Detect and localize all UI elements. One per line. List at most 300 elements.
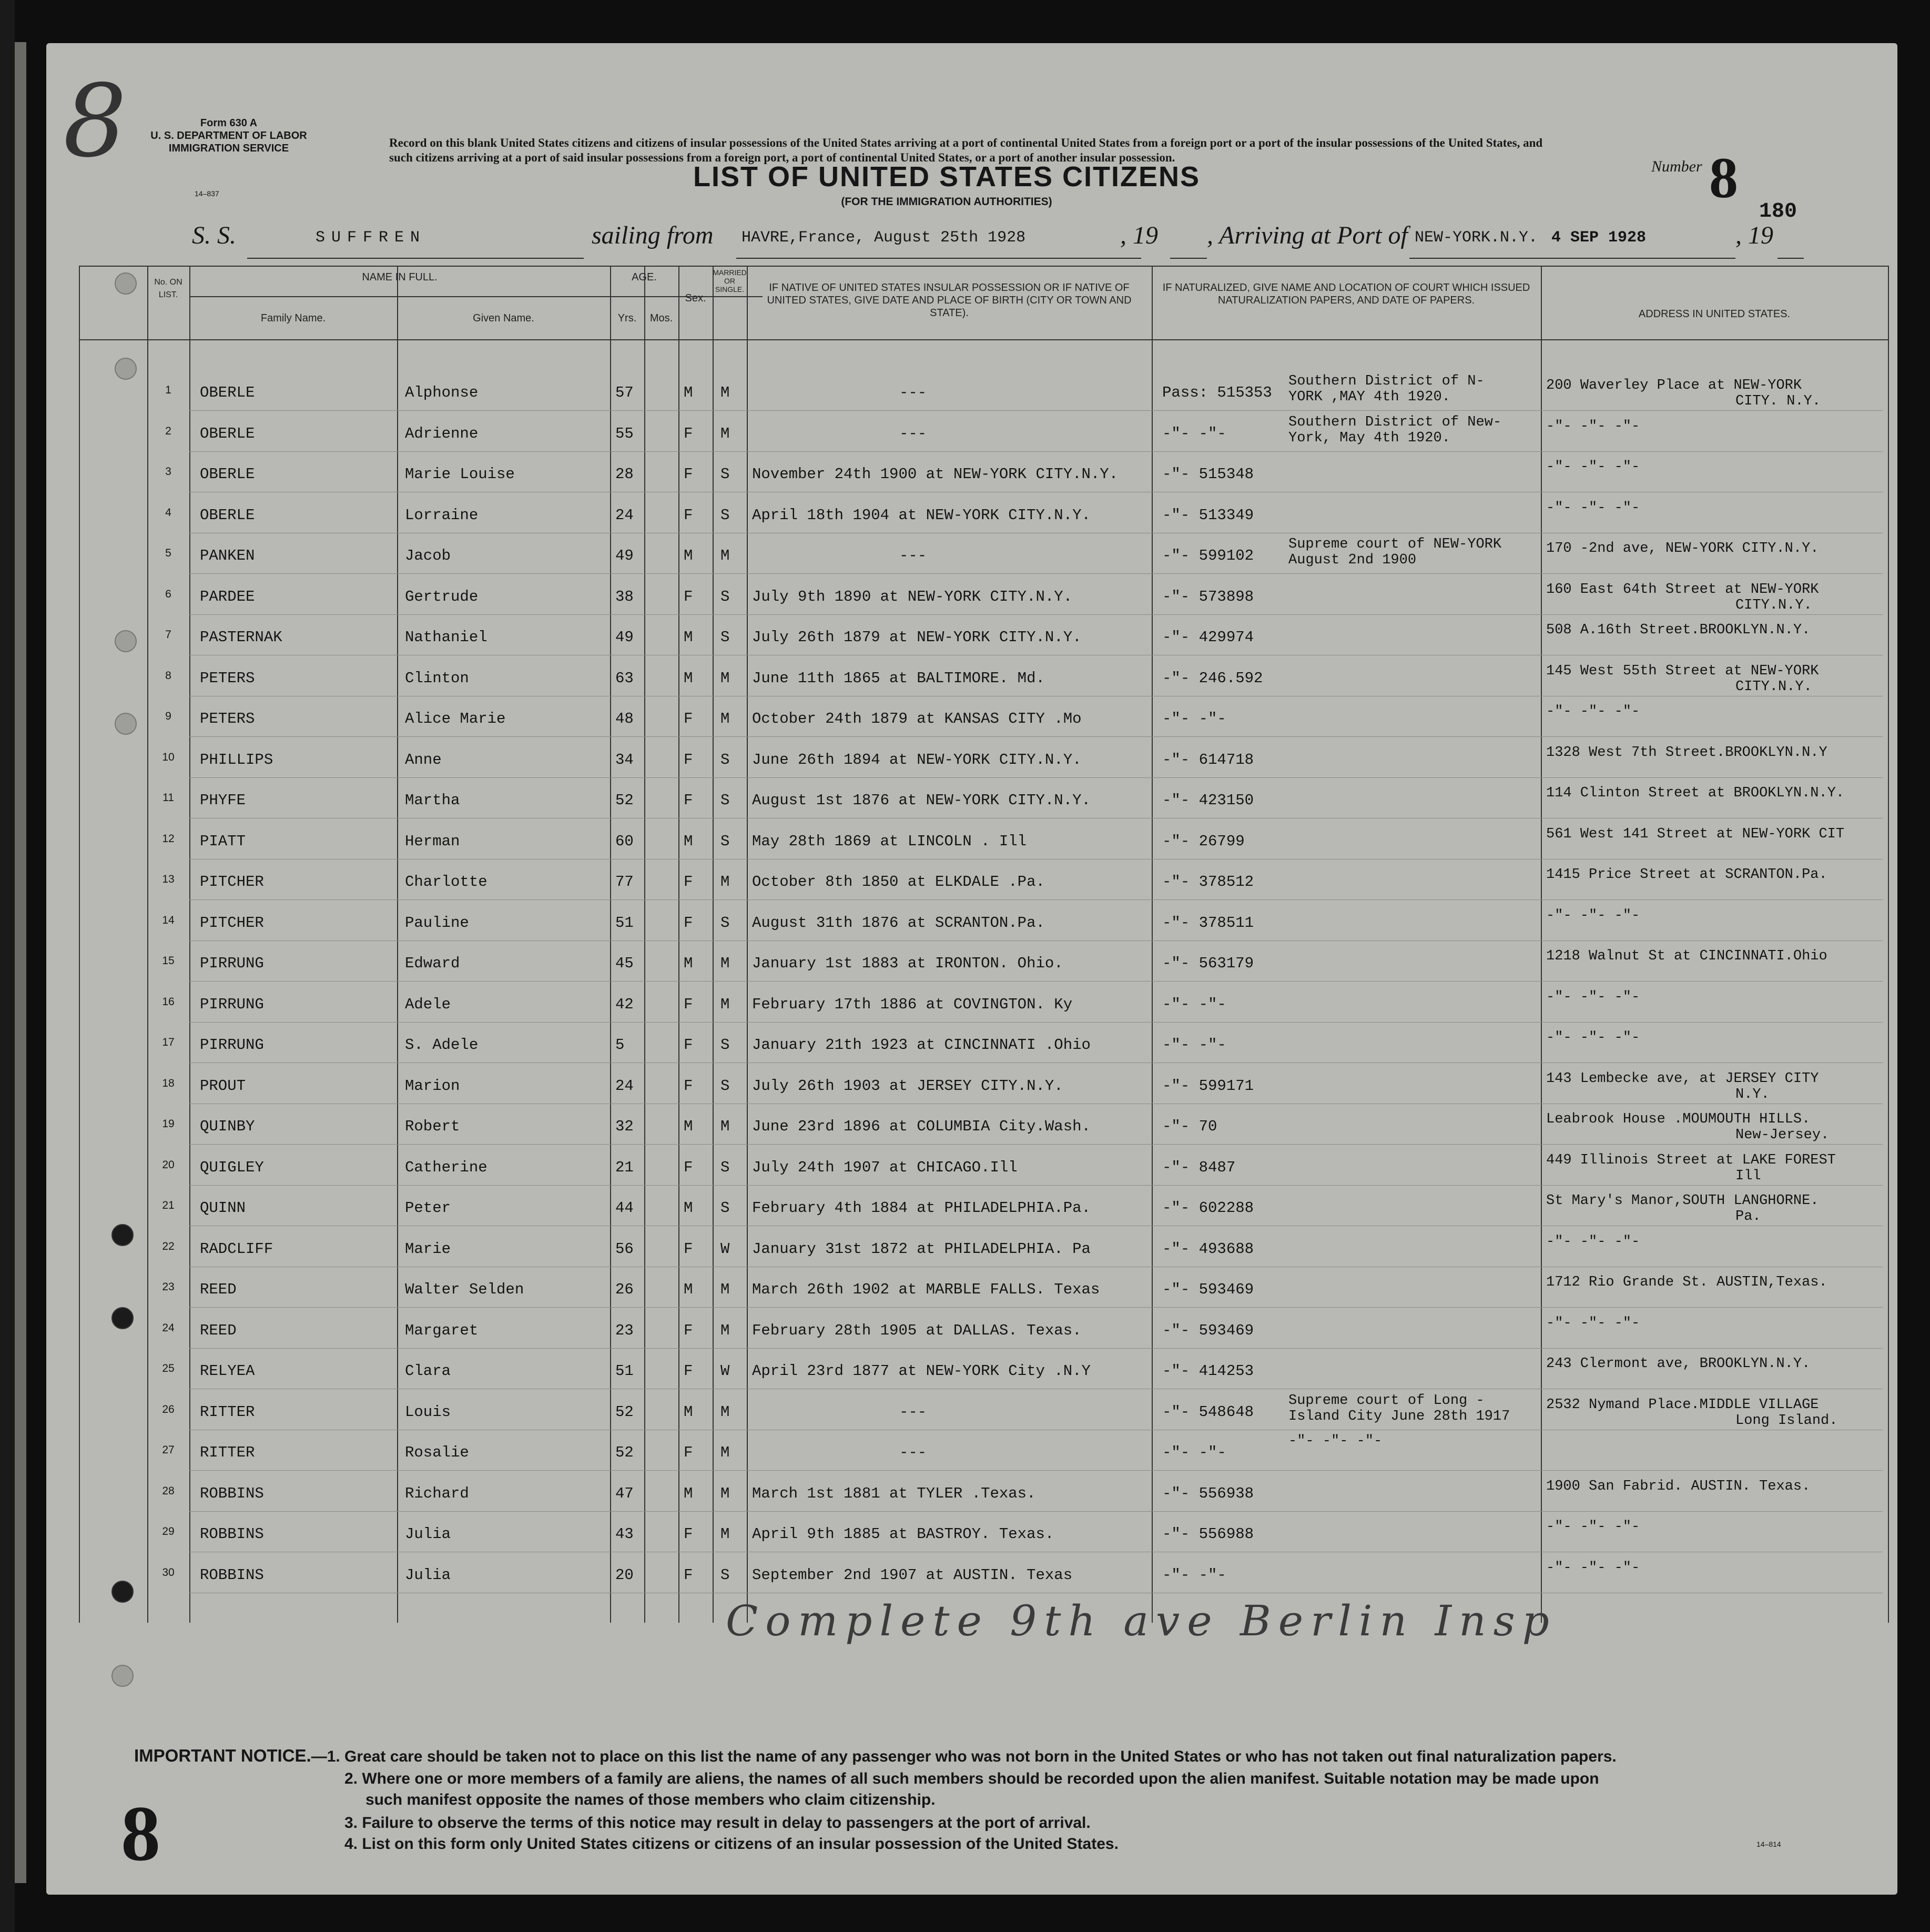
col-line xyxy=(713,266,714,1623)
address-line-2: CITY.N.Y. xyxy=(1735,679,1812,695)
family-name: PANKEN xyxy=(200,547,255,564)
age-years: 23 xyxy=(615,1321,634,1339)
naturalization-pass: -"- 26799 xyxy=(1162,832,1245,850)
sex: M xyxy=(684,1199,693,1217)
family-name: PETERS xyxy=(200,710,255,727)
birth-info: September 2nd 1907 at AUSTIN. Texas xyxy=(752,1566,1073,1584)
address: -"- -"- -"- xyxy=(1546,1030,1640,1046)
col-line xyxy=(397,266,398,1623)
row-rule xyxy=(189,1470,1883,1471)
family-name: PROUT xyxy=(200,1077,246,1095)
marital-status: M xyxy=(720,384,730,401)
age-years: 56 xyxy=(615,1240,634,1258)
instructions: Record on this blank United States citizens and citizens of insular possessions of the United States arriving at a port of continental United States from a foreign port or a port of the insular possessions of the United States, and such citizens arriving at a port of said insular possessions from a foreign port, a port of continental United States, or a port of another insular possession. xyxy=(389,136,1543,164)
table-top-line xyxy=(79,266,1888,267)
row-number: 3 xyxy=(165,466,171,478)
arriving-label: , Arriving at Port of xyxy=(1207,221,1408,249)
address: 114 Clinton Street at BROOKLYN.N.Y. xyxy=(1546,785,1845,801)
sex: M xyxy=(684,1118,693,1135)
given-name: Adrienne xyxy=(405,424,479,442)
birth-info: June 11th 1865 at BALTIMORE. Md. xyxy=(752,669,1045,687)
row-rule xyxy=(189,1511,1883,1512)
address-line-2: Ill xyxy=(1735,1168,1761,1184)
naturalization-pass: -"- 573898 xyxy=(1162,588,1254,605)
family-name: OBERLE xyxy=(200,384,255,401)
department: U. S. DEPARTMENT OF LABOR xyxy=(150,130,307,141)
sex: F xyxy=(684,424,693,442)
row-number: 9 xyxy=(165,710,171,722)
row-number: 13 xyxy=(162,873,175,885)
family-name: PASTERNAK xyxy=(200,629,282,646)
footer-number: 8 xyxy=(121,1790,160,1877)
family-name: RELYEA xyxy=(200,1362,255,1380)
sex: F xyxy=(684,1240,693,1258)
family-name: OBERLE xyxy=(200,506,255,524)
form-small-code: 14–837 xyxy=(195,189,219,198)
family-name: PHILLIPS xyxy=(200,751,273,768)
marital-status: S xyxy=(720,466,730,483)
court-name: Southern District of New- xyxy=(1288,414,1502,430)
address: 1712 Rio Grande St. AUSTIN,Texas. xyxy=(1546,1274,1827,1290)
marital-status: M xyxy=(720,547,730,564)
address: 1328 West 7th Street.BROOKLYN.N.Y xyxy=(1546,744,1827,761)
col-family-name: Family Name. xyxy=(260,312,326,324)
ship-name: SUFFREN xyxy=(316,229,426,247)
marital-status: M xyxy=(720,1118,730,1135)
birth-info: February 4th 1884 at PHILADELPHIA.Pa. xyxy=(752,1199,1091,1217)
family-name: PIRRUNG xyxy=(200,955,264,972)
age-years: 43 xyxy=(615,1525,634,1543)
family-name: QUINBY xyxy=(200,1118,255,1135)
row-number: 30 xyxy=(162,1566,175,1579)
sex: M xyxy=(684,669,693,687)
family-name: PITCHER xyxy=(200,914,264,932)
naturalization-pass: -"- 246.592 xyxy=(1162,669,1263,687)
birth-info: March 1st 1881 at TYLER .Texas. xyxy=(752,1484,1036,1502)
sex: F xyxy=(684,873,693,891)
naturalization-pass: -"- 513349 xyxy=(1162,506,1254,524)
col-given-name: Given Name. xyxy=(473,312,534,324)
row-rule xyxy=(189,981,1883,982)
age-years: 57 xyxy=(615,384,634,401)
family-name: QUIGLEY xyxy=(200,1158,264,1176)
given-name: Martha xyxy=(405,792,460,809)
sex: M xyxy=(684,384,693,401)
arriving-line xyxy=(1409,258,1735,259)
handwritten-note: Complete 9th ave Berlin Insp xyxy=(726,1596,1557,1645)
punch-hole xyxy=(111,1665,134,1687)
col-line xyxy=(747,266,748,1623)
row-number: 20 xyxy=(162,1158,175,1171)
marital-status: S xyxy=(720,1158,730,1176)
marital-status: S xyxy=(720,1077,730,1095)
birth-info: June 23rd 1896 at COLUMBIA City.Wash. xyxy=(752,1118,1091,1135)
row-number: 16 xyxy=(162,995,175,1008)
given-name: Jacob xyxy=(405,547,451,564)
sex: F xyxy=(684,1321,693,1339)
age-years: 34 xyxy=(615,751,634,768)
given-name: Nathaniel xyxy=(405,629,487,646)
age-years: 52 xyxy=(615,792,634,809)
marital-status: S xyxy=(720,914,730,932)
row-number: 11 xyxy=(162,792,174,804)
col-line xyxy=(147,266,148,1623)
notice-line-4: 4. List on this form only United States citizens or citizens of an insular possession of the United States. xyxy=(344,1835,1119,1853)
sex: F xyxy=(684,588,693,605)
naturalization-pass: -"- 493688 xyxy=(1162,1240,1254,1258)
address: -"- -"- -"- xyxy=(1546,418,1640,434)
given-name: Marie xyxy=(405,1240,451,1258)
family-name: PHYFE xyxy=(200,792,246,809)
family-name: QUINN xyxy=(200,1199,246,1217)
address: -"- -"- -"- xyxy=(1546,500,1640,516)
marital-status: M xyxy=(720,424,730,442)
number-value: 8 xyxy=(1709,146,1738,210)
row-number: 4 xyxy=(165,506,171,519)
address-line-2: Pa. xyxy=(1735,1209,1761,1225)
given-name: Pauline xyxy=(405,914,469,932)
age-years: 24 xyxy=(615,1077,634,1095)
col-line xyxy=(644,266,645,1623)
naturalization-pass: -"- 378512 xyxy=(1162,873,1254,891)
sex: F xyxy=(684,506,693,524)
sex: F xyxy=(684,792,693,809)
birth-info: February 28th 1905 at DALLAS. Texas. xyxy=(752,1321,1082,1339)
ss-label: S. S. xyxy=(192,221,236,249)
row-number: 29 xyxy=(162,1525,175,1537)
arriving-port: NEW-YORK.N.Y. xyxy=(1415,229,1538,247)
birth-info: July 26th 1879 at NEW-YORK CITY.N.Y. xyxy=(752,629,1082,646)
family-name: PIRRUNG xyxy=(200,995,264,1013)
birth-info: --- xyxy=(899,384,927,401)
naturalization-pass: -"- 593469 xyxy=(1162,1281,1254,1298)
age-years: 49 xyxy=(615,629,634,646)
address: 508 A.16th Street.BROOKLYN.N.Y. xyxy=(1546,622,1811,638)
marital-status: M xyxy=(720,669,730,687)
given-name: Clinton xyxy=(405,669,469,687)
sex: F xyxy=(684,466,693,483)
given-name: Julia xyxy=(405,1566,451,1584)
address: St Mary's Manor,SOUTH LANGHORNE. xyxy=(1546,1193,1819,1209)
sex: M xyxy=(684,1281,693,1298)
row-number: 7 xyxy=(165,629,171,641)
col-married-single: MARRIED OR SINGLE. xyxy=(713,268,747,294)
row-rule xyxy=(189,1022,1883,1023)
marital-status: M xyxy=(720,955,730,972)
address: Leabrook House .MOUMOUTH HILLS. xyxy=(1546,1111,1811,1127)
col-mos: Mos. xyxy=(649,312,673,324)
row-rule xyxy=(189,410,1883,411)
birth-info: --- xyxy=(899,1444,927,1461)
court-date: YORK ,MAY 4th 1920. xyxy=(1288,389,1450,405)
row-number: 27 xyxy=(162,1444,175,1456)
address: 1218 Walnut St at CINCINNATI.Ohio xyxy=(1546,948,1827,964)
court-name: -"- -"- -"- xyxy=(1288,1433,1383,1449)
birth-info: August 31th 1876 at SCRANTON.Pa. xyxy=(752,914,1045,932)
form-identifier xyxy=(137,117,321,155)
birth-info: January 21th 1923 at CINCINNATI .Ohio xyxy=(752,1036,1091,1054)
col-line xyxy=(1152,266,1153,1623)
birth-info: July 26th 1903 at JERSEY CITY.N.Y. xyxy=(752,1077,1063,1095)
header-bottom-line xyxy=(79,339,1888,340)
year-line-2 xyxy=(1777,258,1804,259)
naturalization-pass: -"- -"- xyxy=(1162,1036,1226,1054)
col-line xyxy=(1888,266,1889,1623)
naturalization-pass: -"- 563179 xyxy=(1162,955,1254,972)
given-name: Peter xyxy=(405,1199,451,1217)
row-number: 12 xyxy=(162,832,175,845)
marital-status: M xyxy=(720,1444,730,1461)
family-name: ROBBINS xyxy=(200,1484,264,1502)
family-name: RITTER xyxy=(200,1403,255,1421)
age-years: 55 xyxy=(615,424,634,442)
given-name: Margaret xyxy=(405,1321,479,1339)
notice-line-1: —1. Great care should be taken not to place on this list the name of any passenger who was not born in the United States or who has not taken out final naturalization papers. xyxy=(311,1748,1617,1765)
naturalization-pass: -"- 378511 xyxy=(1162,914,1254,932)
address: -"- -"- -"- xyxy=(1546,1315,1640,1331)
birth-info: October 24th 1879 at KANSAS CITY .Mo xyxy=(752,710,1082,727)
given-name: Charlotte xyxy=(405,873,487,891)
naturalization-pass: -"- 548648 xyxy=(1162,1403,1254,1421)
age-years: 38 xyxy=(615,588,634,605)
col-naturalized: IF NATURALIZED, GIVE NAME AND LOCATION OF COURT WHICH ISSUED NATURALIZATION PAPERS, AND DATE OF PAPERS. xyxy=(1162,282,1530,306)
marital-status: S xyxy=(720,792,730,809)
age-years: 21 xyxy=(615,1158,634,1176)
court-name: Supreme court of Long - xyxy=(1288,1392,1485,1409)
sex: M xyxy=(684,1403,693,1421)
row-rule xyxy=(189,573,1883,574)
sex: M xyxy=(684,832,693,850)
family-name: REED xyxy=(200,1281,237,1298)
row-number: 28 xyxy=(162,1484,175,1497)
age-years: 51 xyxy=(615,1362,634,1380)
birth-info: January 31st 1872 at PHILADELPHIA. Pa xyxy=(752,1240,1091,1258)
marital-status: M xyxy=(720,1484,730,1502)
age-years: 47 xyxy=(615,1484,634,1502)
court-name: Southern District of N- xyxy=(1288,373,1485,389)
birth-info: --- xyxy=(899,1403,927,1421)
birth-info: May 28th 1869 at LINCOLN . Ill xyxy=(752,832,1027,850)
family-name: PITCHER xyxy=(200,873,264,891)
age-years: 20 xyxy=(615,1566,634,1584)
age-years: 26 xyxy=(615,1281,634,1298)
row-rule xyxy=(189,736,1883,737)
birth-info: August 1st 1876 at NEW-YORK CITY.N.Y. xyxy=(752,792,1091,809)
sheet-number: 180 xyxy=(1759,200,1797,224)
age-years: 63 xyxy=(615,669,634,687)
row-number: 8 xyxy=(165,669,171,682)
row-number: 1 xyxy=(165,384,171,396)
birth-info: --- xyxy=(899,547,927,564)
row-number: 23 xyxy=(162,1281,175,1293)
marital-status: M xyxy=(720,710,730,727)
marital-status: S xyxy=(720,751,730,768)
naturalization-pass: -"- 70 xyxy=(1162,1118,1217,1135)
birth-info: April 9th 1885 at BASTROY. Texas. xyxy=(752,1525,1054,1543)
row-rule xyxy=(189,1348,1883,1349)
row-number: 25 xyxy=(162,1362,175,1374)
marital-status: S xyxy=(720,506,730,524)
row-number: 15 xyxy=(162,955,175,967)
given-name: Robert xyxy=(405,1118,460,1135)
sex: F xyxy=(684,1036,693,1054)
age-years: 52 xyxy=(615,1444,634,1461)
sex: M xyxy=(684,547,693,564)
address-line-2: N.Y. xyxy=(1735,1086,1770,1102)
sex: M xyxy=(684,955,693,972)
birth-info: June 26th 1894 at NEW-YORK CITY.N.Y. xyxy=(752,751,1082,768)
age-years: 45 xyxy=(615,955,634,972)
birth-info: April 23rd 1877 at NEW-YORK City .N.Y xyxy=(752,1362,1091,1380)
sex: F xyxy=(684,1362,693,1380)
punch-hole xyxy=(115,630,137,652)
handwritten-number: 8 xyxy=(63,63,127,179)
birth-info: November 24th 1900 at NEW-YORK CITY.N.Y. xyxy=(752,466,1119,483)
given-name: Herman xyxy=(405,832,460,850)
given-name: Adele xyxy=(405,995,451,1013)
address: -"- -"- -"- xyxy=(1546,1233,1640,1250)
sailing-from-value: HAVRE,France, August 25th 1928 xyxy=(741,229,1026,247)
address: 2532 Nymand Place.MIDDLE VILLAGE xyxy=(1546,1397,1819,1413)
naturalization-pass: -"- 429974 xyxy=(1162,629,1254,646)
age-years: 51 xyxy=(615,914,634,932)
col-line xyxy=(1541,266,1542,1623)
address-line-2: CITY. N.Y. xyxy=(1735,393,1821,409)
address: 1900 San Fabrid. AUSTIN. Texas. xyxy=(1546,1478,1811,1494)
sex: F xyxy=(684,1444,693,1461)
arriving-date: 4 SEP 1928 xyxy=(1551,229,1647,247)
address: 145 West 55th Street at NEW-YORK xyxy=(1546,663,1819,679)
sex: F xyxy=(684,751,693,768)
col-line xyxy=(610,266,611,1623)
age-years: 44 xyxy=(615,1199,634,1217)
notice-line-2: 2. Where one or more members of a family are aliens, the names of all such members should be recorded upon the alien manifest. Suitable notation may be made upon xyxy=(344,1770,1599,1787)
punch-hole xyxy=(111,1224,134,1246)
name-subhead-line xyxy=(189,296,763,297)
service: IMMIGRATION SERVICE xyxy=(168,143,289,154)
naturalization-pass: -"- -"- xyxy=(1162,1444,1226,1461)
row-number: 5 xyxy=(165,547,171,559)
birth-info: July 24th 1907 at CHICAGO.Ill xyxy=(752,1158,1018,1176)
page-title: LIST OF UNITED STATES CITIZENS xyxy=(693,161,1200,193)
row-rule xyxy=(189,777,1883,778)
col-no: No. ON LIST. xyxy=(154,278,182,299)
col-line xyxy=(678,266,679,1623)
naturalization-pass: -"- -"- xyxy=(1162,995,1226,1013)
col-line xyxy=(79,266,80,1623)
age-years: 24 xyxy=(615,506,634,524)
form-code: Form 630 A xyxy=(200,117,258,129)
notice-lead: IMPORTANT NOTICE. xyxy=(134,1746,311,1765)
given-name: Walter Selden xyxy=(405,1281,524,1298)
marital-status: S xyxy=(720,588,730,605)
punch-hole xyxy=(115,358,137,380)
given-name: Alice Marie xyxy=(405,710,506,727)
col-name-in-full: NAME IN FULL. xyxy=(362,271,438,283)
naturalization-pass: -"- 556988 xyxy=(1162,1525,1254,1543)
col-birth: IF NATIVE OF UNITED STATES INSULAR POSSESSION OR IF NATIVE OF UNITED STATES, GIVE DATE AND PLACE OF BIRTH (CITY OR TOWN AND STATE). xyxy=(767,282,1132,319)
address: -"- -"- -"- xyxy=(1546,989,1640,1005)
row-rule xyxy=(189,1185,1883,1186)
scan-edge-page xyxy=(15,42,26,1883)
court-date: August 2nd 1900 xyxy=(1288,552,1417,568)
family-name: ROBBINS xyxy=(200,1566,264,1584)
sex: F xyxy=(684,1566,693,1584)
page-subtitle: (FOR THE IMMIGRATION AUTHORITIES) xyxy=(841,196,1052,208)
row-rule xyxy=(189,451,1883,452)
age-years: 49 xyxy=(615,547,634,564)
row-rule xyxy=(189,614,1883,615)
citizen-table xyxy=(79,266,1893,1660)
family-name: PARDEE xyxy=(200,588,255,605)
naturalization-pass: -"- -"- xyxy=(1162,710,1226,727)
marital-status: S xyxy=(720,832,730,850)
row-rule xyxy=(189,940,1883,941)
row-number: 6 xyxy=(165,588,171,600)
col-age: AGE. xyxy=(632,271,657,283)
family-name: ROBBINS xyxy=(200,1525,264,1543)
col-line xyxy=(189,266,190,1623)
sex: M xyxy=(684,1484,693,1502)
marital-status: S xyxy=(720,629,730,646)
birth-info: October 8th 1850 at ELKDALE .Pa. xyxy=(752,873,1045,891)
age-years: 48 xyxy=(615,710,634,727)
given-name: Louis xyxy=(405,1403,451,1421)
row-rule xyxy=(189,899,1883,900)
notice-line-2b: such manifest opposite the names of those members who claim citizenship. xyxy=(365,1791,936,1808)
given-name: Marion xyxy=(405,1077,460,1095)
marital-status: M xyxy=(720,873,730,891)
naturalization-pass: -"- 599102 xyxy=(1162,547,1254,564)
birth-info: --- xyxy=(899,424,927,442)
address: -"- -"- -"- xyxy=(1546,1560,1640,1576)
marital-status: M xyxy=(720,1403,730,1421)
age-years: 77 xyxy=(615,873,634,891)
row-number: 19 xyxy=(162,1118,175,1130)
marital-status: S xyxy=(720,1199,730,1217)
row-number: 24 xyxy=(162,1321,175,1334)
address: 200 Waverley Place at NEW-YORK xyxy=(1546,378,1802,393)
punch-hole xyxy=(115,272,137,295)
row-number: 2 xyxy=(165,424,171,437)
birth-info: March 26th 1902 at MARBLE FALLS. Texas xyxy=(752,1281,1100,1298)
address: -"- -"- -"- xyxy=(1546,1519,1640,1535)
address-line-2: Long Island. xyxy=(1735,1412,1838,1429)
ship-name-line xyxy=(247,258,584,259)
scan-edge xyxy=(0,0,15,1932)
row-number: 21 xyxy=(162,1199,175,1211)
birth-info: July 9th 1890 at NEW-YORK CITY.N.Y. xyxy=(752,588,1073,605)
naturalization-pass: -"- -"- xyxy=(1162,1566,1226,1584)
birth-info: January 1st 1883 at IRONTON. Ohio. xyxy=(752,955,1063,972)
col-yrs: Yrs. xyxy=(617,312,637,324)
address: 449 Illinois Street at LAKE FOREST xyxy=(1546,1152,1836,1168)
row-number: 17 xyxy=(162,1036,175,1048)
birth-info: April 18th 1904 at NEW-YORK CITY.N.Y. xyxy=(752,506,1091,524)
year-label-1: , 19 xyxy=(1120,221,1158,249)
naturalization-pass: -"- 515348 xyxy=(1162,466,1254,483)
row-number: 10 xyxy=(162,751,175,763)
court-name: Supreme court of NEW-YORK xyxy=(1288,537,1502,552)
footer-code: 14–814 xyxy=(1756,1840,1781,1848)
punch-hole xyxy=(111,1581,134,1603)
family-name: OBERLE xyxy=(200,424,255,442)
marital-status: W xyxy=(720,1240,730,1258)
marital-status: M xyxy=(720,1281,730,1298)
family-name: PETERS xyxy=(200,669,255,687)
age-years: 52 xyxy=(615,1403,634,1421)
naturalization-pass: -"- 593469 xyxy=(1162,1321,1254,1339)
